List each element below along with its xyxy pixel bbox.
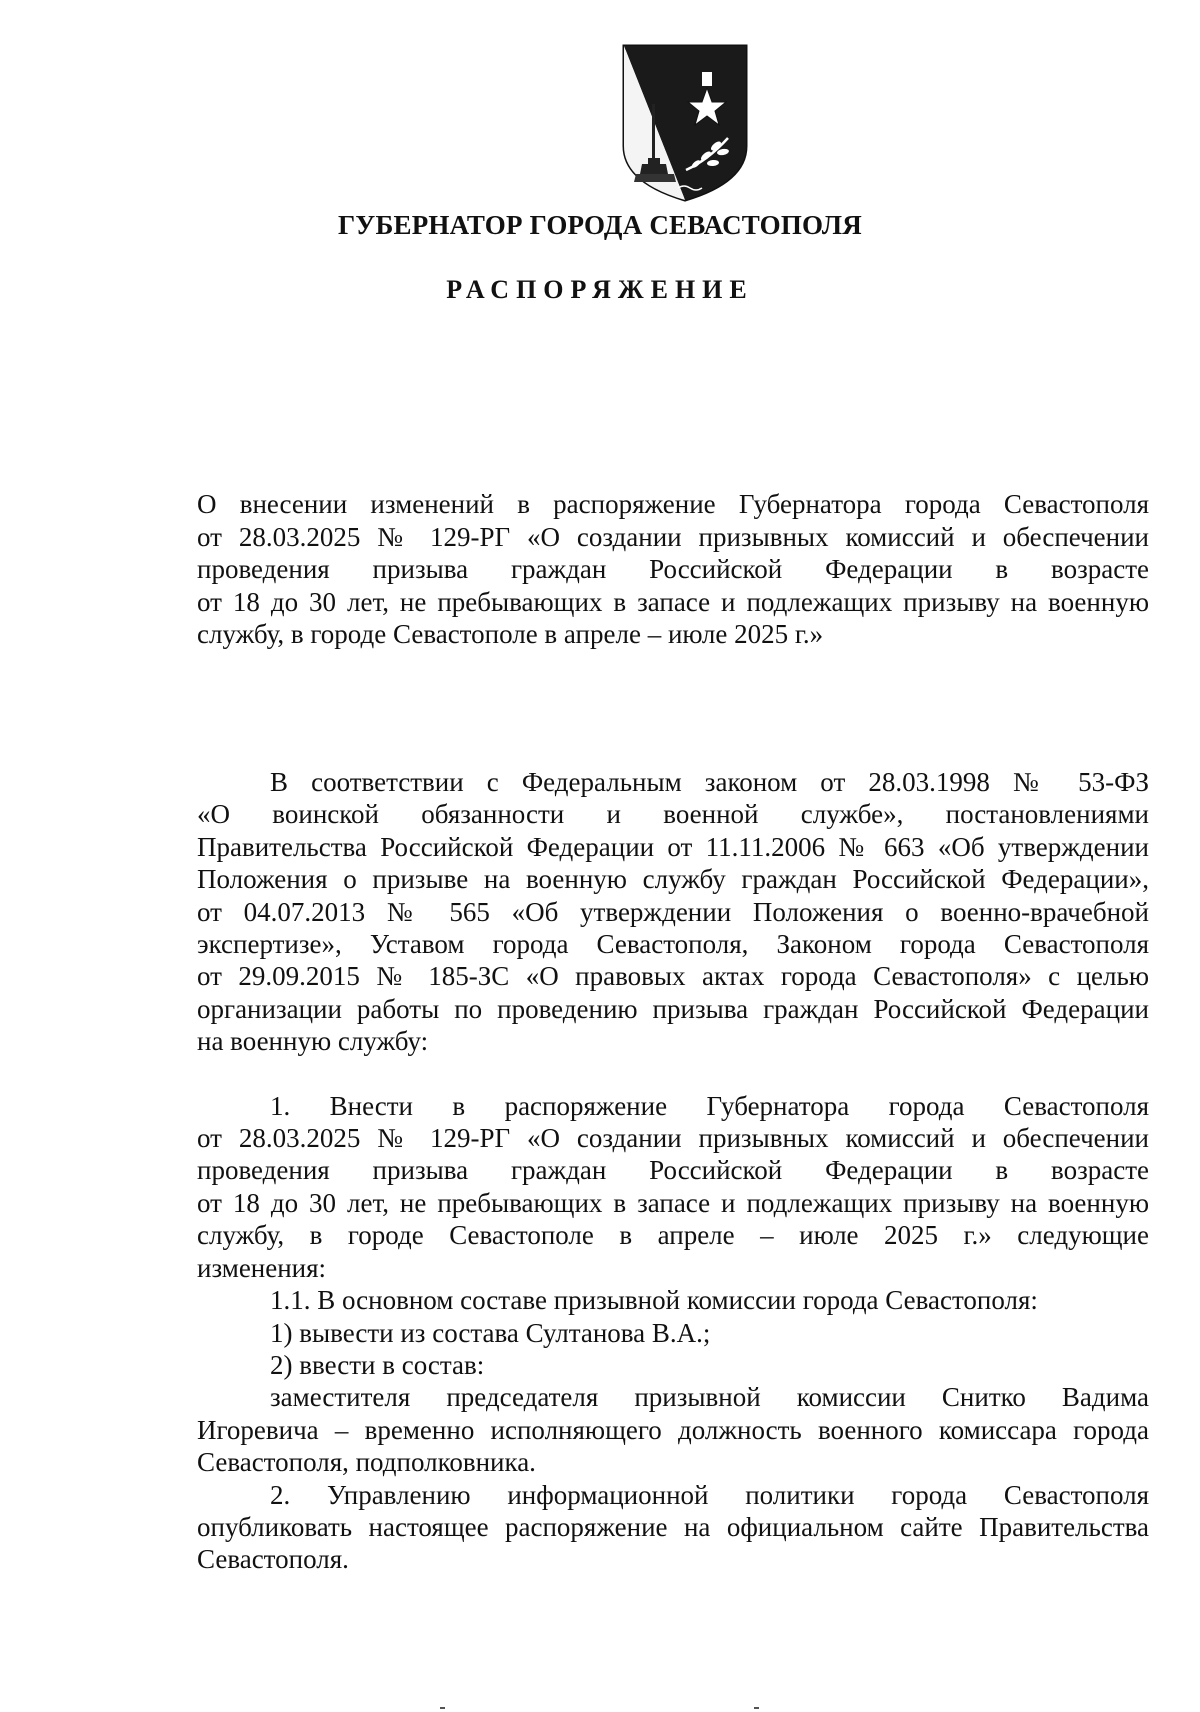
preamble-line: Правительства Российской Федерации от 11.11.2006 № 663 «Об утверждении <box>197 831 1149 862</box>
item-1-line: службу, в городе Севастополе в апреле – июле 2025 г.» следующие <box>197 1220 1149 1251</box>
subject-line: от 18 до 30 лет, не пребывающих в запасе и подлежащих призыву на военную <box>197 586 1149 617</box>
item-2-line: опубликовать настоящее распоряжение на официальном сайте Правительства <box>197 1511 1149 1542</box>
preamble-line: Положения о призыве на военную службу граждан Российской Федерации», <box>197 864 1149 895</box>
appointment-line: Игоревича – временно исполняющего должность военного комиссара города <box>197 1414 1149 1445</box>
document-type: РАСПОРЯЖЕНИЕ <box>446 275 754 304</box>
preamble-paragraph <box>197 766 1149 1058</box>
preamble-line: В соответствии с Федеральным законом от 28.03.1998 № 53-ФЗ <box>270 767 1149 797</box>
document-subject <box>197 488 1149 651</box>
sevastopol-coat-of-arms-icon <box>618 42 752 204</box>
item-1-line: от 18 до 30 лет, не пребывающих в запасе и подлежащих призыву на военную <box>197 1187 1149 1218</box>
item-1-paragraph <box>197 1090 1149 1284</box>
item-1-1-heading: 1.1. В основном составе призывной комиссии города Севастополя: <box>270 1285 1038 1316</box>
preamble-line: на военную службу: <box>197 1026 429 1057</box>
item-1-1-subitem-2: 2) ввести в состав: <box>270 1349 485 1380</box>
issuing-authority: ГУБЕРНАТОР ГОРОДА СЕВАСТОПОЛЯ <box>338 210 862 240</box>
subject-line: проведения призыва граждан Российской Федерации в возрасте <box>197 554 1149 584</box>
item-1-line: проведения призыва граждан Российской Федерации в возрасте <box>197 1155 1149 1186</box>
item-2-line: Севастополя. <box>197 1544 349 1575</box>
item-1-line: изменения: <box>197 1252 327 1283</box>
scan-speck <box>754 1707 759 1709</box>
preamble-line: от 04.07.2013 № 565 «Об утверждении Положения о военно-врачебной <box>197 896 1149 927</box>
appointment-line: заместителя председателя призывной комиссии Снитко Вадима <box>270 1382 1149 1413</box>
preamble-line: организации работы по проведению призыва граждан Российской Федерации <box>197 993 1149 1024</box>
item-1-line: 1. Внести в распоряжение Губернатора города Севастополя <box>270 1090 1149 1121</box>
subject-line: службу, в городе Севастополе в апреле – июле 2025 г.» <box>197 619 824 649</box>
appointment-line: Севастополя, подполковника. <box>197 1447 536 1478</box>
item-2-line: 2. Управлению информационной политики города Севастополя <box>270 1479 1149 1510</box>
scan-speck <box>440 1707 445 1709</box>
item-1-1-subitem-1: 1) вывести из состава Султанова В.А.; <box>270 1317 711 1348</box>
preamble-line: «О воинской обязанности и военной службе», постановлениями <box>197 799 1149 830</box>
subject-line: от 28.03.2025 № 129-РГ «О создании призывных комиссий и обеспечении <box>197 521 1149 552</box>
document-body <box>197 766 1149 1576</box>
preamble-line: экспертизе», Уставом города Севастополя, Законом города Севастополя <box>197 929 1149 960</box>
subject-line: О внесении изменений в распоряжение Губернатора города Севастополя <box>197 489 1149 519</box>
preamble-line: от 29.09.2015 № 185-ЗС «О правовых актах города Севастополя» с целью <box>197 961 1149 992</box>
appointment-paragraph <box>197 1381 1149 1478</box>
item-1-line: от 28.03.2025 № 129-РГ «О создании призывных комиссий и обеспечении <box>197 1123 1149 1154</box>
item-2-paragraph <box>197 1479 1149 1576</box>
